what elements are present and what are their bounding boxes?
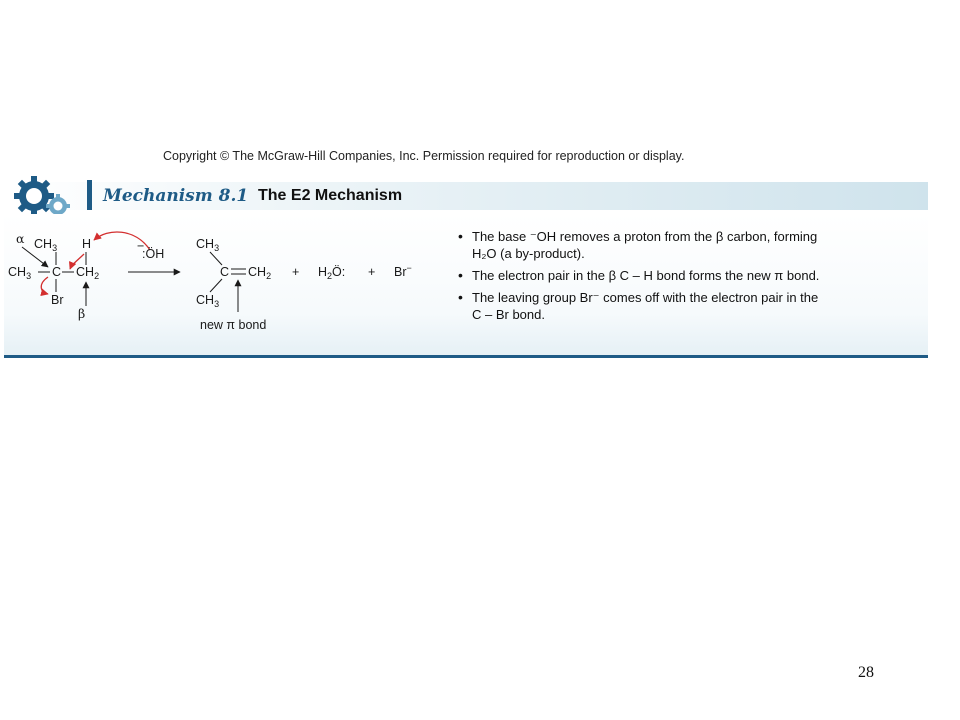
product-bond-top — [210, 252, 222, 265]
step-2-line-1: The electron pair in the β C – H bond forms the new π bond. — [472, 268, 820, 283]
panel-bottom-rule — [4, 355, 928, 358]
beta-label: β — [78, 306, 86, 321]
mechanism-steps — [456, 228, 916, 328]
alpha-label: α — [16, 231, 25, 246]
product-ch3-top: $CH_3$ — [196, 237, 220, 253]
page-number: 28 — [858, 664, 874, 681]
product-ch3-bottom: $CH_3$ — [196, 293, 220, 309]
step-1-line-1: The base ⁻OH removes a proton from the β carbon, forming — [472, 229, 818, 244]
step-item — [456, 289, 916, 323]
base-label: :ÖH — [142, 247, 165, 261]
banner-divider — [87, 180, 92, 210]
leaving-group-arrow — [41, 277, 48, 294]
mechanism-label: Mechanism 8.1 — [103, 186, 249, 206]
water-label: $H_2Ö$: — [318, 265, 346, 281]
step-item — [456, 267, 916, 284]
bromide-label: Br− — [394, 263, 412, 279]
bromine-label: Br — [51, 293, 64, 307]
product-bond-bottom — [210, 279, 222, 292]
ch3-top-label: $CH_3$ — [34, 237, 58, 253]
ch2-label: $CH_2$ — [76, 265, 100, 281]
step-3-line-2: C – Br bond. — [472, 307, 545, 322]
plus-sign-2: + — [368, 265, 376, 279]
copyright-notice: Copyright © The McGraw-Hill Companies, Inc. Permission required for reproduction or display. — [163, 149, 685, 163]
carbon-label: C — [52, 265, 62, 279]
step-item — [456, 228, 916, 262]
mechanism-title: The E2 Mechanism — [258, 187, 403, 204]
hydrogen-label: H — [82, 237, 92, 251]
product-ch2: $CH_2$ — [248, 265, 272, 281]
ch3-left-label: $CH_3$ — [8, 265, 32, 281]
product-carbon: C — [220, 265, 230, 279]
mechanism-banner — [0, 176, 928, 214]
new-bond-label: new π bond — [200, 318, 267, 332]
reaction-scheme — [0, 222, 460, 342]
plus-sign-1: + — [292, 265, 300, 279]
step-1-line-2: H₂O (a by-product). — [472, 246, 585, 261]
step-3-line-1: The leaving group Br⁻ comes off with the electron pair in the — [472, 290, 819, 305]
base-charge: − — [137, 239, 145, 253]
